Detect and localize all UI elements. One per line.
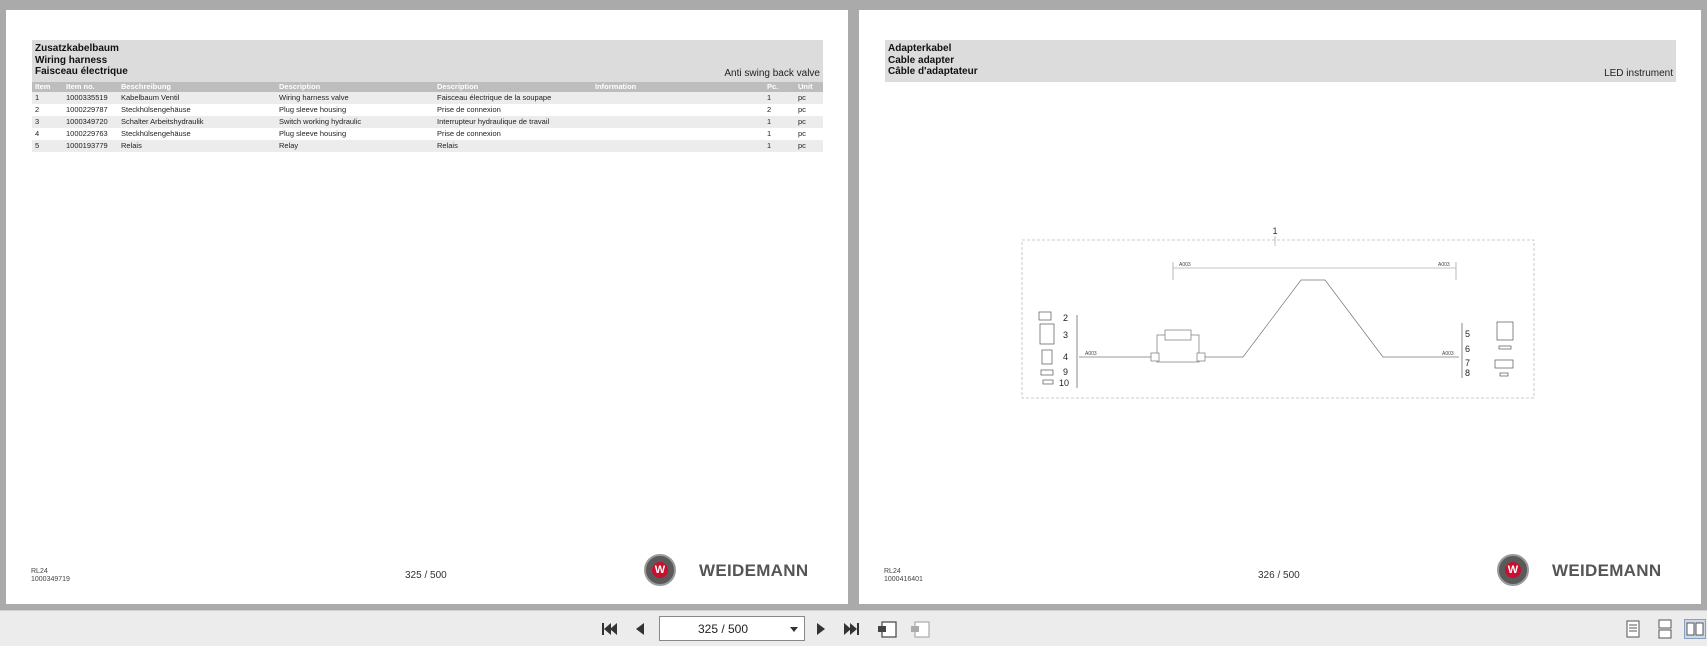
table-row xyxy=(32,140,823,152)
table-cell: Relay xyxy=(276,140,434,152)
model-code: RL24 xyxy=(884,568,901,575)
brand-logo xyxy=(644,553,824,589)
table-cell: Steckhülsengehäuse xyxy=(121,129,191,138)
table-cell xyxy=(592,128,764,140)
table-cell: 1000335519 xyxy=(63,92,118,104)
table-row xyxy=(32,128,823,140)
title-fr: Faisceau électrique xyxy=(35,66,128,77)
table-cell: pc xyxy=(798,105,806,114)
table-cell: 1000229763 xyxy=(66,129,108,138)
page-number-field[interactable] xyxy=(659,616,805,641)
table-cell: 5 xyxy=(32,140,63,152)
chevron-down-icon[interactable] xyxy=(790,627,798,632)
table-cell: Interrupteur hydraulique de travail xyxy=(434,116,592,128)
wiring-diagram xyxy=(1019,220,1539,410)
table-cell: pc xyxy=(795,116,823,128)
table-cell: Plug sleeve housing xyxy=(279,105,347,114)
wire-label: A003 xyxy=(1438,262,1450,268)
brand-name: WEIDEMANN xyxy=(699,561,809,580)
table-row xyxy=(32,92,823,104)
page-header xyxy=(885,40,1676,82)
brand-logo xyxy=(1497,553,1677,589)
viewer-toolbar xyxy=(0,610,1707,646)
column-header: Item xyxy=(32,82,63,92)
table-cell: Prise de connexion xyxy=(437,105,501,114)
table-cell: 1 xyxy=(32,92,63,104)
diagram-frame xyxy=(1022,240,1534,398)
table-cell xyxy=(592,92,764,104)
table-cell xyxy=(592,140,764,152)
table-cell: Faisceau électrique de la soupape xyxy=(434,92,592,104)
column-header: Item no. xyxy=(63,82,118,92)
column-header: Beschreibung xyxy=(118,82,276,92)
wire-label: A003 xyxy=(1085,351,1097,357)
first-page-icon xyxy=(600,621,618,637)
table-cell xyxy=(592,104,764,116)
next-page-button[interactable] xyxy=(811,619,831,639)
last-page-button[interactable] xyxy=(841,619,863,639)
footer-model xyxy=(31,568,70,584)
table-cell: 3 xyxy=(32,116,63,128)
next-page-icon xyxy=(815,621,827,637)
first-page-button[interactable] xyxy=(598,619,620,639)
title-de: Adapterkabel xyxy=(888,43,952,54)
previous-page-button[interactable] xyxy=(630,619,650,639)
callout-left: 9 xyxy=(1063,367,1069,377)
table-cell: 1000229787 xyxy=(66,105,108,114)
two-page-view-icon xyxy=(909,619,931,639)
page-header xyxy=(32,40,823,82)
subtitle: Anti swing back valve xyxy=(724,68,820,79)
callout-left: 3 xyxy=(1063,330,1069,340)
page-right xyxy=(859,10,1701,604)
table-cell: pc xyxy=(795,92,823,104)
title-de: Zusatzkabelbaum xyxy=(35,43,119,54)
column-header: Unit xyxy=(795,82,823,92)
previous-page-icon xyxy=(634,621,646,637)
callout-left: 10 xyxy=(1059,378,1070,388)
callout-left: 2 xyxy=(1063,313,1069,323)
table-cell: Kabelbaum Ventil xyxy=(118,92,276,104)
table-cell: pc xyxy=(795,140,823,152)
table-header-row xyxy=(32,82,823,92)
table-cell: Schalter Arbeitshydraulik xyxy=(118,116,276,128)
callout-1: 1 xyxy=(1272,226,1278,236)
two-page-view-button[interactable] xyxy=(908,619,932,639)
subtitle: LED instrument xyxy=(1604,68,1673,79)
logo-mark-letter: W xyxy=(652,562,668,578)
table-row xyxy=(32,116,823,128)
brand-name: WEIDEMANN xyxy=(1552,561,1662,580)
right-parts xyxy=(1495,322,1513,376)
single-page-view-icon xyxy=(876,619,898,639)
continuous-layout-button[interactable] xyxy=(1654,619,1676,639)
logo-mark-letter: W xyxy=(1505,562,1521,578)
table-cell xyxy=(592,116,764,128)
column-header: Description xyxy=(434,82,592,92)
table-cell: Wiring harness valve xyxy=(276,92,434,104)
column-header: Description xyxy=(276,82,434,92)
callout-right: 7 xyxy=(1465,358,1471,368)
logo-mark xyxy=(1497,554,1529,586)
table-cell: 1 xyxy=(764,116,795,128)
footer-model xyxy=(884,568,923,584)
wire-label: A003 xyxy=(1179,262,1191,268)
table-cell: 2 xyxy=(767,105,772,114)
callout-right: 5 xyxy=(1465,329,1471,339)
column-header: Information xyxy=(592,82,764,92)
table-cell: Steckhülsengehäuse xyxy=(121,105,191,114)
document-number: 1000349719 xyxy=(31,576,70,583)
table-cell: 1 xyxy=(764,140,795,152)
document-number: 1000416401 xyxy=(884,576,923,583)
callout-right: 6 xyxy=(1465,344,1471,354)
title-fr: Câble d'adaptateur xyxy=(888,66,978,77)
column-header: Pc. xyxy=(764,82,795,92)
logo-mark xyxy=(644,554,676,586)
table-cell: 1000349720 xyxy=(63,116,118,128)
page-number-input[interactable] xyxy=(660,617,786,640)
table-cell: 2 xyxy=(35,105,40,114)
table-row xyxy=(32,104,823,116)
table-cell: Relais xyxy=(434,140,592,152)
table-cell: 1 xyxy=(764,92,795,104)
page-number: 325 / 500 xyxy=(405,570,447,581)
table-cell: Prise de connexion xyxy=(437,129,501,138)
table-cell: 4 xyxy=(35,129,40,138)
single-page-layout-button[interactable] xyxy=(1622,619,1644,639)
callout-right: 8 xyxy=(1465,368,1471,378)
left-parts xyxy=(1039,312,1054,384)
table-cell: Relais xyxy=(118,140,276,152)
page-number: 326 / 500 xyxy=(1258,570,1300,581)
table-cell: 1000193779 xyxy=(63,140,118,152)
facing-layout-icon xyxy=(1686,621,1704,637)
table-cell: 1 xyxy=(767,129,772,138)
table-cell: pc xyxy=(798,129,806,138)
title-en: Wiring harness xyxy=(35,55,108,66)
last-page-icon xyxy=(843,621,861,637)
facing-layout-button[interactable] xyxy=(1684,619,1706,639)
wire-label: A003 xyxy=(1442,351,1454,357)
page-left xyxy=(6,10,848,604)
single-page-layout-icon xyxy=(1625,619,1641,639)
title-en: Cable adapter xyxy=(888,55,955,66)
parts-table xyxy=(32,82,823,152)
table-cell: Switch working hydraulic xyxy=(276,116,434,128)
table-cell: Plug sleeve housing xyxy=(279,129,347,138)
continuous-layout-icon xyxy=(1657,619,1673,639)
callout-left: 4 xyxy=(1063,352,1069,362)
model-code: RL24 xyxy=(31,568,48,575)
single-page-view-button[interactable] xyxy=(875,619,899,639)
